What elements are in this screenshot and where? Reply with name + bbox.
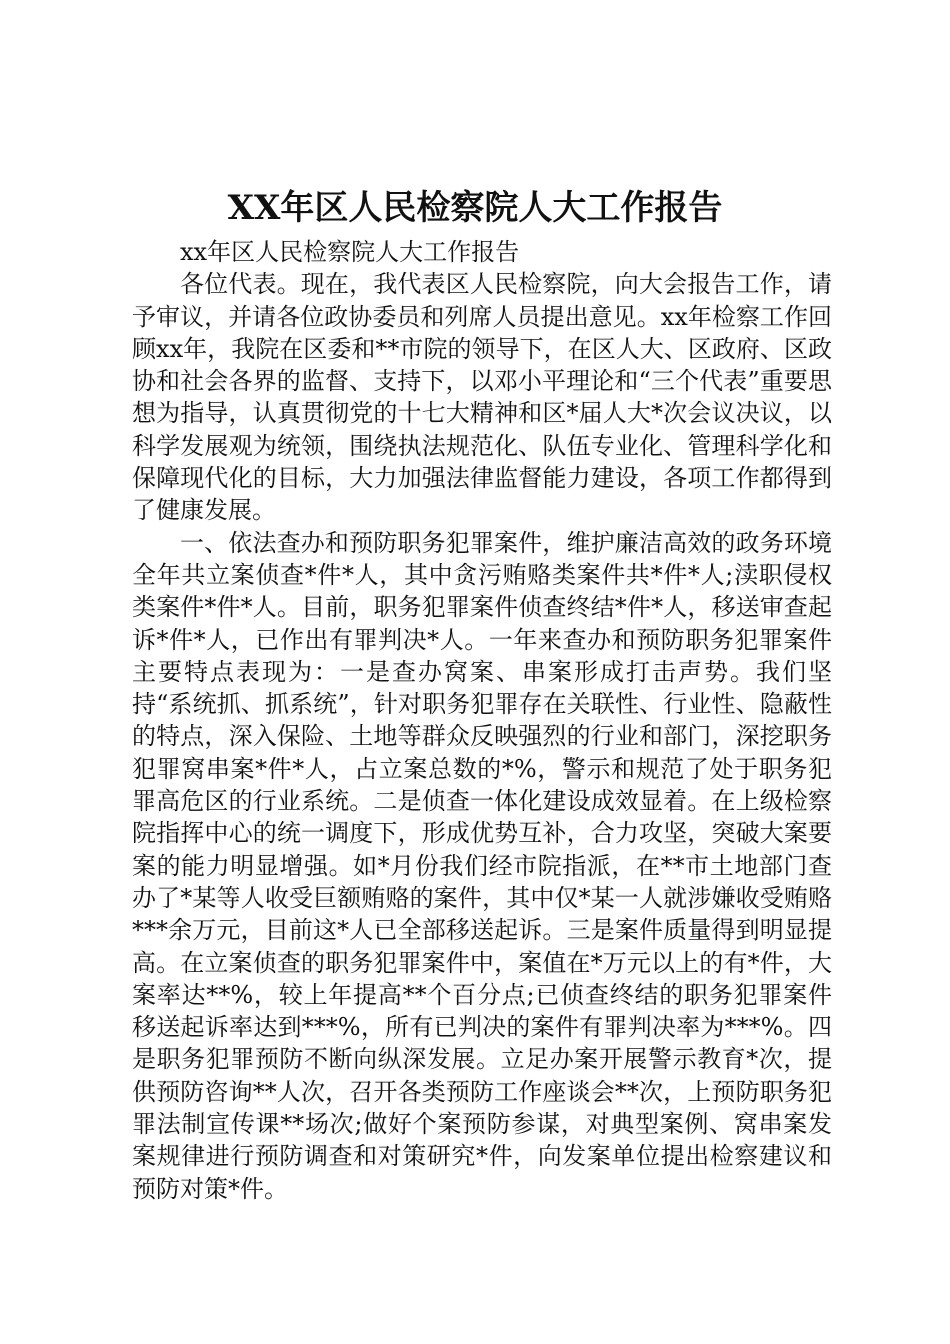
subtitle-paragraph: xx年区人民检察院人大工作报告 bbox=[180, 238, 520, 266]
document-title: XX年区人民检察院人大工作报告 bbox=[227, 188, 723, 228]
document-body bbox=[132, 236, 832, 1205]
section-one-paragraph: 一、依法查办和预防职务犯罪案件，维护廉洁高效的政务环境全年共立案侦查*件*人，其中贪污贿赂类案件共*件*人;渎职侵权类案件*件*人。目前，职务犯罪案件侦查终结*件*人，移送审查起诉*件*人，已作出有罪判决*人。一年来查办和预防职务犯罪案件主要特点表现为：一是查办窝案、串案形成打击声势。我们坚持“系统抓、抓系统”，针对职务犯罪存在关联性、行业性、隐蔽性的特点，深入保险、土地等群众反映强烈的行业和部门，深挖职务犯罪窝串案*件*人，占立案总数的*%，警示和规范了处于职务犯罪高危区的行业系统。二是侦查一体化建设成效显着。在上级检察院指挥中心的统一调度下，形成优势互补，合力攻坚，突破大案要案的能力明显增强。如*月份我们经市院指派，在**市土地部门查办了*某等人收受巨额贿赂的案件，其中仅*某一人就涉嫌收受贿赂***余万元，目前这*人已全部移送起诉。三是案件质量得到明显提高。在立案侦查的职务犯罪案件中，案值在*万元以上的有*件，大案率达**%，较上年提高**个百分点;已侦查终结的职务犯罪案件移送起诉率达到***%，所有已判决的案件有罪判决率为***%。四是职务犯罪预防不断向纵深发展。立足办案开展警示教育*次，提供预防咨询**人次，召开各类预防工作座谈会**次，上预防职务犯罪法制宣传课**场次;做好个案预防参谋，对典型案例、窝串案发案规律进行预防调查和对策研究*件，向发案单位提出检察建议和预防对策*件。 bbox=[132, 528, 832, 1203]
opening-paragraph: 各位代表。现在，我代表区人民检察院，向大会报告工作，请予审议，并请各位政协委员和列席人员提出意见。xx年检察工作回顾xx年，我院在区委和**市院的领导下，在区人大、区政府、区政协和社会各界的监督、支持下，以邓小平理论和“三个代表”重要思想为指导，认真贯彻党的十七大精神和区*届人大*次会议决议，以科学发展观为统领，围绕执法规范化、队伍专业化、管理科学化和保障现代化的目标，大力加强法律监督能力建设，各项工作都得到了健康发展。 bbox=[132, 270, 832, 525]
